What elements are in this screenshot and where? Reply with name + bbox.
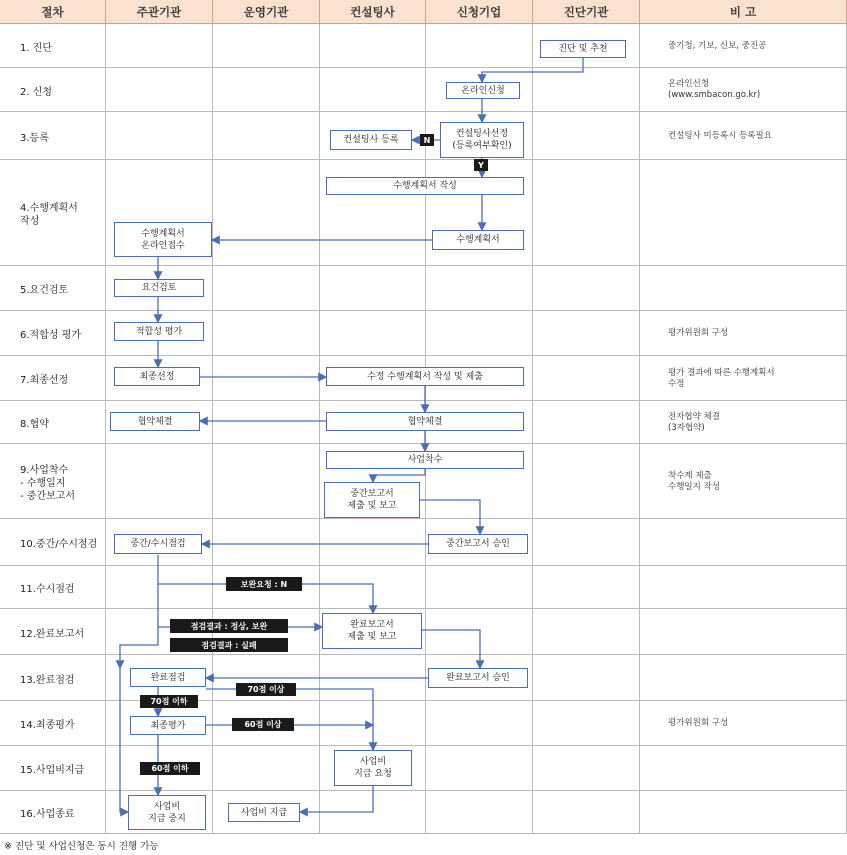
consult-register-box: 컨설팅사 등록 xyxy=(330,130,412,150)
complete-check-box: 완료점검 xyxy=(130,668,206,687)
contract-main-box: 협약체결 xyxy=(326,412,524,431)
step-label: 2. 신청 xyxy=(20,86,53,98)
step-label: 8.협약 xyxy=(20,419,49,430)
footnote: ※ 진단 및 사업신청은 동시 진행 가능 xyxy=(4,841,159,852)
result-fail-label: 점검결과 : 실패 xyxy=(170,638,288,652)
n-label: N xyxy=(420,134,434,146)
start-box: 사업착수 xyxy=(326,451,524,469)
under60-label: 60점 이하 xyxy=(140,762,200,775)
complete-approve-box: 완료보고서 승인 xyxy=(428,668,528,688)
remark-text: 평가위원회 구성 xyxy=(668,718,729,728)
remark-text: 컨설팅사 미등록시 등록필요 xyxy=(668,130,772,141)
step-label: 1. 진단 xyxy=(20,42,53,54)
plan-box: 수행계획서 xyxy=(432,230,524,250)
step-label: 4.수행계획서 작성 xyxy=(20,203,78,227)
step-label: 16.사업종료 xyxy=(20,809,75,820)
plan-receive-box: 수행계획서 온라인접수 xyxy=(114,222,212,257)
revise-plan-box: 수정 수행계획서 작성 및 제출 xyxy=(326,367,524,386)
final-select-box: 최종선정 xyxy=(114,367,200,386)
over60-label: 60점 이상 xyxy=(232,718,294,731)
online-apply-box: 온라인신청 xyxy=(446,82,520,99)
interim-report-box: 중간보고서 제출 및 보고 xyxy=(324,482,420,518)
over70-label: 70점 이상 xyxy=(236,683,296,696)
header-cell: 진단기관 xyxy=(533,0,640,24)
payment-box: 사업비 지급 xyxy=(228,803,300,822)
step-label: 11.수시점검 xyxy=(20,584,75,595)
remark-text: 착수계 제출 수행일지 작성 xyxy=(668,470,720,492)
step-label: 13.완료점검 xyxy=(20,674,75,686)
under70-label: 70점 이하 xyxy=(140,695,198,708)
step-label: 15.사업비지급 xyxy=(20,765,85,776)
remark-text: 중기청, 기보, 신보, 중진공 xyxy=(668,40,767,51)
header-cell: 절차 xyxy=(0,0,106,24)
header-cell: 운영기관 xyxy=(213,0,320,24)
remark-text: 온라인신청 (www.smbacon.go.kr) xyxy=(668,79,761,100)
step-label: 3.등록 xyxy=(20,132,49,144)
contract-left-box: 협약체결 xyxy=(110,412,200,431)
interim-approve-box: 중간보고서 승인 xyxy=(428,534,528,554)
step-label: 6.적합성 평가 xyxy=(20,330,82,341)
suitability-box: 적합성 평가 xyxy=(114,322,204,341)
check-box: 중간/수시점검 xyxy=(114,534,202,554)
step-label: 10.중간/수시점검 xyxy=(20,539,98,550)
remark-text: 평가 결과에 따른 수행계획서 수정 xyxy=(668,367,775,389)
header-cell: 컨설팅사 xyxy=(320,0,426,24)
step-label: 9.사업착수 - 수행일지 - 중간보고서 xyxy=(20,465,76,502)
step-label: 5.요건검토 xyxy=(20,285,69,296)
step-label: 14.최종평가 xyxy=(20,720,75,731)
step-label: 7.최종선정 xyxy=(20,375,69,386)
step-label: 12.완료보고서 xyxy=(20,628,85,640)
stop-payment-box: 사업비 지급 중지 xyxy=(128,795,206,830)
plan-write-box: 수행계획서 작성 xyxy=(326,177,524,195)
result-ok-label: 점검결과 : 정상, 보완 xyxy=(170,619,288,633)
diagnosis-box: 진단 및 추천 xyxy=(540,40,626,58)
pay-request-box: 사업비 지급 요청 xyxy=(334,750,412,786)
header-cell: 신청기업 xyxy=(426,0,533,24)
final-eval-box: 최종평가 xyxy=(130,716,206,735)
complete-report-box: 완료보고서 제출 및 보고 xyxy=(322,613,422,649)
supplement-label: 보완요청 : N xyxy=(226,577,302,591)
remark-text: 전자협약 체결 (3자협약) xyxy=(668,411,720,433)
header-cell: 주관기관 xyxy=(106,0,213,24)
y-label: Y xyxy=(474,159,488,171)
remark-text: 평가위원회 구성 xyxy=(668,328,729,338)
requirement-review-box: 요건검토 xyxy=(114,279,204,297)
header-cell: 비 고 xyxy=(640,0,847,24)
consult-select-box: 컨설팅사선정 (등록여부확인) xyxy=(440,122,524,158)
